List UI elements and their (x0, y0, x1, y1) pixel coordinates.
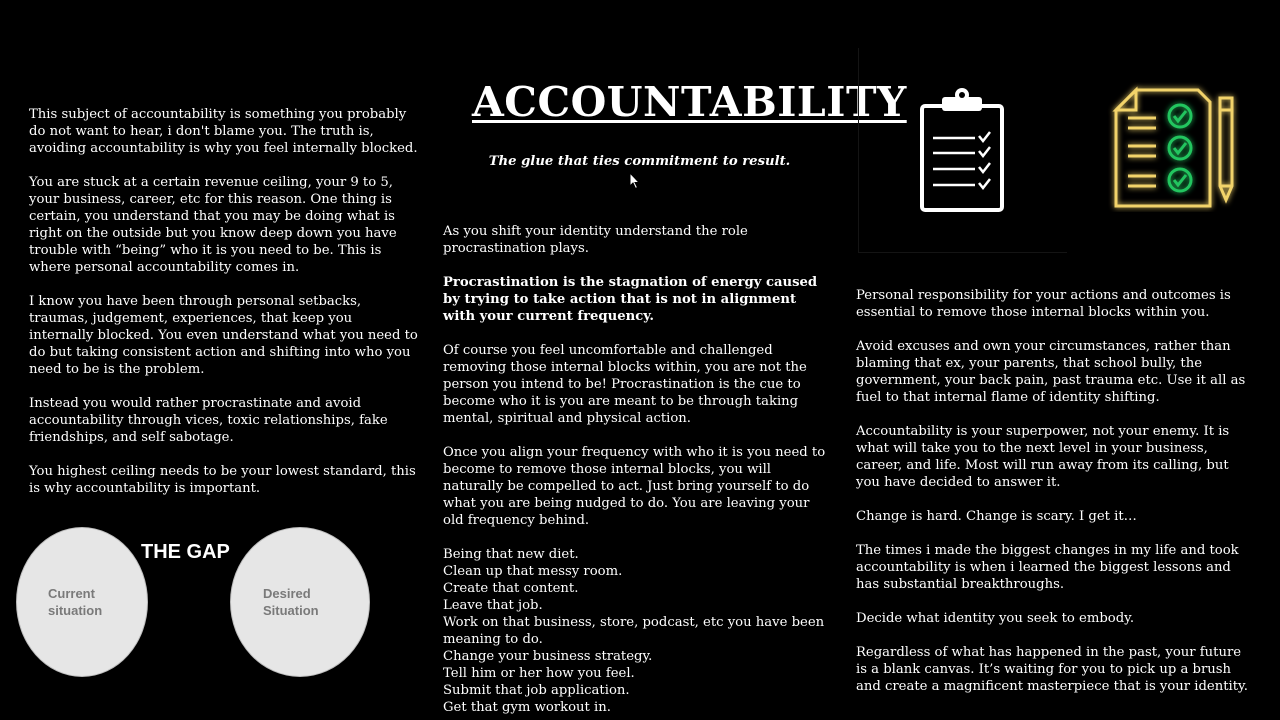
list-item: Submit that job application. (443, 683, 630, 698)
right-paragraph: The times i made the biggest changes in my life and took accountability is when i learned the biggest lessons and has substantial breakthroughs. (856, 543, 1239, 592)
desired-situation-label: Desired Situation (263, 586, 319, 618)
procrastination-definition: Procrastination is the stagnation of energy caused by trying to take action that is not in alignment with your current frequency. (443, 275, 818, 324)
neon-checklist-pencil-icon (1106, 82, 1246, 212)
right-paragraph: Decide what identity you seek to embody. (856, 611, 1135, 626)
action-list (443, 546, 828, 716)
align-paragraph: Once you align your frequency with who it is you need to become to remove those internal blocks, you will naturally be compelled to act. Just bring yourself to do what you are being nudged to do. You are leaving your old frequency behind. (443, 445, 826, 528)
right-paragraph: Regardless of what has happened in the past, your future is a blank canvas. It’s waiting for you to pick up a brush and create a magnificent masterpiece that is your identity. (856, 645, 1248, 694)
list-item: Tell him or her how you feel. (443, 666, 635, 681)
left-paragraph: You highest ceiling needs to be your lowest standard, this is why accountability is important. (29, 464, 416, 496)
list-item: Work on that business, store, podcast, etc you have been meaning to do. (443, 615, 825, 647)
right-paragraph: Change is hard. Change is scary. I get it… (856, 509, 1137, 524)
left-text-column (29, 106, 419, 514)
right-paragraph: Personal responsibility for your actions and outcomes is essential to remove those internal blocks within you. (856, 288, 1231, 320)
intro-paragraph: As you shift your identity understand the role procrastination plays. (443, 224, 748, 256)
left-paragraph: Instead you would rather procrastinate and avoid accountability through vices, toxic relationships, fake friendships, and self sabotage. (29, 396, 388, 445)
left-paragraph: I know you have been through personal setbacks, traumas, judgement, experiences, that keep you internally blocked. You even understand what you need to do but taking consistent action and shifting into who you need to be is the problem. (29, 294, 418, 377)
mouse-cursor-icon (629, 172, 641, 190)
list-item: Create that content. (443, 581, 579, 596)
list-item: Being that new diet. (443, 547, 579, 562)
right-text-column (856, 287, 1252, 712)
uncomfortable-paragraph: Of course you feel uncomfortable and challenged removing those internal blocks within, you are not the person you intend to be! Procrastination is the cue to become who it is you are meant to be through taking mental, spiritual and physical action. (443, 343, 807, 426)
right-paragraph: Avoid excuses and own your circumstances, rather than blaming that ex, your parents, that school bully, the government, your back pain, past trauma etc. Use it all as fuel to that internal flame of identity shifting. (856, 339, 1246, 405)
clipboard-checklist-icon (919, 86, 1005, 213)
middle-text-column (443, 223, 828, 716)
list-item: Get that gym workout in. (443, 700, 611, 715)
list-item: Change your business strategy. (443, 649, 653, 664)
left-paragraph: You are stuck at a certain revenue ceiling, your 9 to 5, your business, career, etc for this reason. One thing is certain, you understand that you may be doing what is right on the outside but you know deep down you have trouble with “being” who it is you need to be. This is where personal accountability comes in. (29, 175, 397, 275)
right-paragraph: Accountability is your superpower, not your enemy. It is what will take you to the next level in your business, career, and life. Most will run away from its calling, but you have decided to answer it. (856, 424, 1230, 490)
page-title: ACCOUNTABILITY (472, 78, 907, 126)
list-item: Leave that job. (443, 598, 543, 613)
current-situation-label: Current situation (48, 586, 103, 618)
gap-title: THE GAP (141, 541, 230, 563)
page-subtitle: The glue that ties commitment to result. (488, 154, 791, 169)
list-item: Clean up that messy room. (443, 564, 623, 579)
left-paragraph: This subject of accountability is something you probably do not want to hear, i don't blame you. The truth is, avoiding accountability is why you feel internally blocked. (29, 107, 418, 156)
